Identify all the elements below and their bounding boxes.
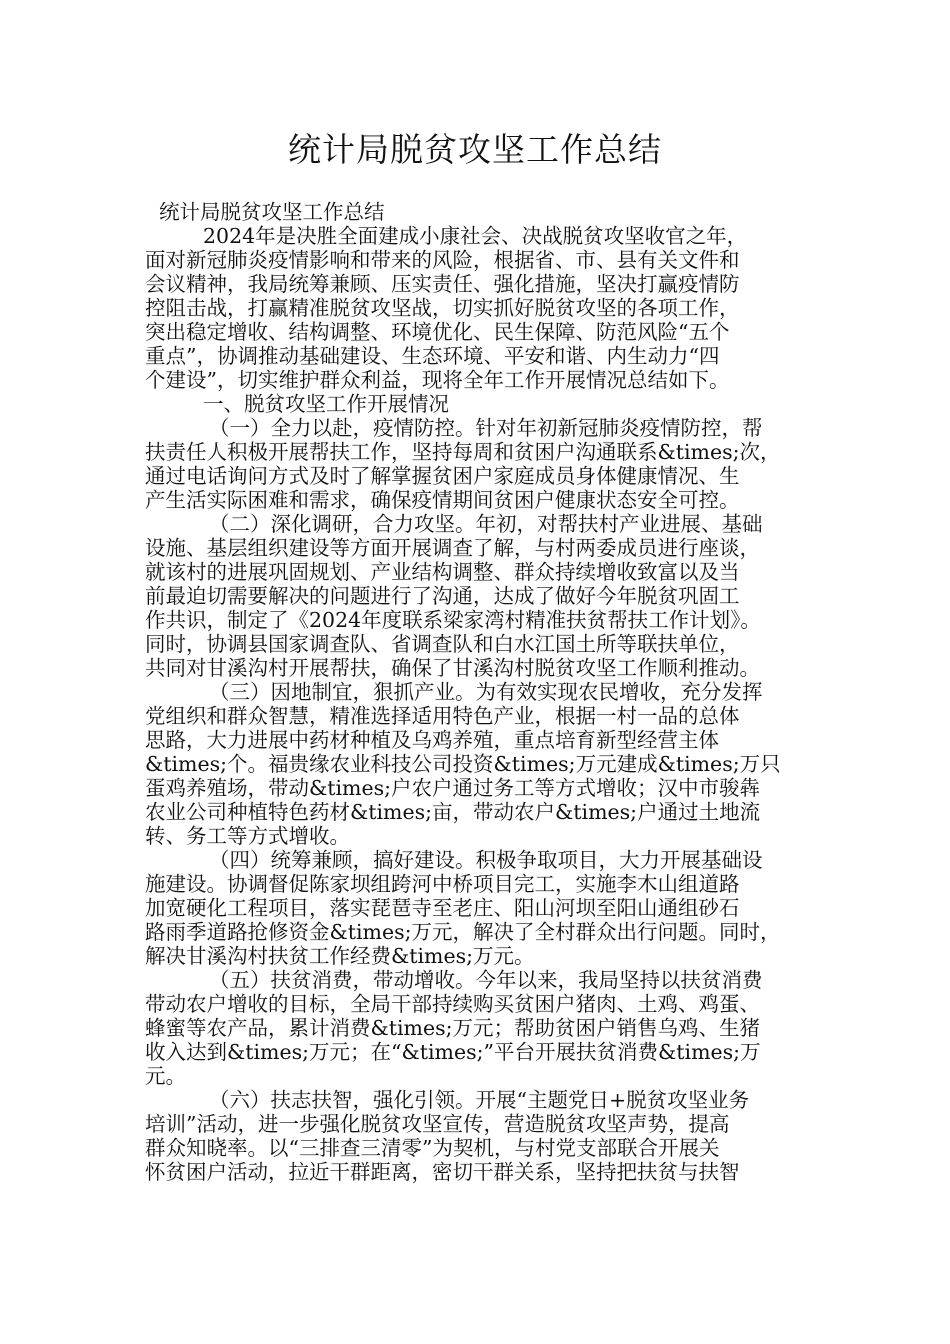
body-line: 控阻击战，打赢精准脱贫攻坚战，切实抓好脱贫攻坚的各项工作， [145,296,740,320]
body-line: 面对新冠肺炎疫情影响和带来的风险，根据省、市、县有关文件和 [145,248,740,272]
body-line: 蜂蜜等农产品，累计消费&times;万元；帮助贫困户销售乌鸡、生猪 [145,1016,761,1040]
body-line [145,1184,813,1208]
body-line: 解决甘溪沟村扶贫工作经费&times;万元。 [145,944,535,968]
body-line: 同时，协调县国家调查队、省调查队和白水江国土所等联扶单位， [145,632,740,656]
body-line: 带动农户增收的目标，全局干部持续购买贫困户猪肉、土鸡、鸡蛋、 [145,992,760,1016]
body-line: 怀贫困户活动，拉近干群距离，密切干群关系，坚持把扶贫与扶智 [145,1160,740,1184]
body-line: 农业公司种植特色药材&times;亩，带动农户&times;户通过土地流 [145,800,761,824]
body-line: 2024年是决胜全面建成小康社会、决战脱贫攻坚收官之年， [203,224,748,248]
body-line: 群众知晓率。以“三排查三清零”为契机，与村党支部联合开展关 [145,1136,720,1160]
body-line: 加宽硬化工程项目，落实琵琶寺至老庄、阳山河坝至阳山通组砂石 [145,896,740,920]
body-line: 培训”活动，进一步强化脱贫攻坚宣传，营造脱贫攻坚声势，提高 [145,1112,730,1136]
body-line: 会议精神，我局统筹兼顾、压实责任、强化措施，坚决打赢疫情防 [145,272,740,296]
body-line: 路雨季道路抢修资金&times;万元，解决了全村群众出行问题。同时， [145,920,781,944]
body-line: （六）扶志扶智，强化引领。开展“主题党日+脱贫攻坚业务 [209,1088,750,1112]
document-body [145,200,813,1208]
section-heading: 一、脱贫攻坚工作开展情况 [203,392,449,416]
body-line: 收入达到&times;万元；在“&times;”平台开展扶贫消费&times;万 [145,1040,761,1064]
body-line: 产生活实际困难和需求，确保疫情期间贫困户健康状态安全可控。 [145,488,740,512]
body-line: 作共识，制定了《2024年度联系梁家湾村精准扶贫帮扶工作计划》。 [145,608,761,632]
body-line: 思路，大力进展中药材种植及乌鸡养殖，重点培育新型经营主体 [145,728,719,752]
body-line: 转、务工等方式增收。 [145,824,350,848]
body-line: （五）扶贫消费，带动增收。今年以来，我局坚持以扶贫消费 [209,968,763,992]
body-line: 蛋鸡养殖场，带动&times;户农户通过务工等方式增收；汉中市骏犇 [145,776,761,800]
body-line: &times;个。福贵缘农业科技公司投资&times;万元建成&times;万只 [145,752,781,776]
body-line: 通过电话询问方式及时了解掌握贫困户家庭成员身体健康情况、生 [145,464,740,488]
body-line: 设施、基层组织建设等方面开展调查了解，与村两委成员进行座谈， [145,536,760,560]
body-line: （二）深化调研，合力攻坚。年初，对帮扶村产业进展、基础 [209,512,763,536]
body-line: 突出稳定增收、结构调整、环境优化、民生保障、防范风险“五个 [145,320,730,344]
document-title: 统计局脱贫攻坚工作总结 [288,130,662,169]
body-line: 就该村的进展巩固规划、产业结构调整、群众持续增收致富以及当 [145,560,740,584]
body-line: （三）因地制宜，狠抓产业。为有效实现农民增收，充分发挥 [209,680,763,704]
body-line: 党组织和群众智慧，精准选择适用特色产业，根据一村一品的总体 [145,704,740,728]
body-line: 共同对甘溪沟村开展帮扶，确保了甘溪沟村脱贫攻坚工作顺利推动。 [145,656,760,680]
body-line: 重点”，协调推动基础建设、生态环境、平安和谐、内生动力“四 [145,344,720,368]
body-line: 个建设”，切实维护群众利益，现将全年工作开展情况总结如下。 [145,368,730,392]
body-line: 施建设。协调督促陈家坝组跨河中桥项目完工，实施李木山组道路 [145,872,740,896]
body-line: 统计局脱贫攻坚工作总结 [159,200,385,224]
body-line: （四）统筹兼顾，搞好建设。积极争取项目，大力开展基础设 [209,848,763,872]
body-line: （一）全力以赴，疫情防控。针对年初新冠肺炎疫情防控，帮 [209,416,763,440]
body-line: 元。 [145,1064,186,1088]
body-line: 前最迫切需要解决的问题进行了沟通，达成了做好今年脱贫巩固工 [145,584,740,608]
body-line: 扶责任人积极开展帮扶工作，坚持每周和贫困户沟通联系&times;次， [145,440,781,464]
